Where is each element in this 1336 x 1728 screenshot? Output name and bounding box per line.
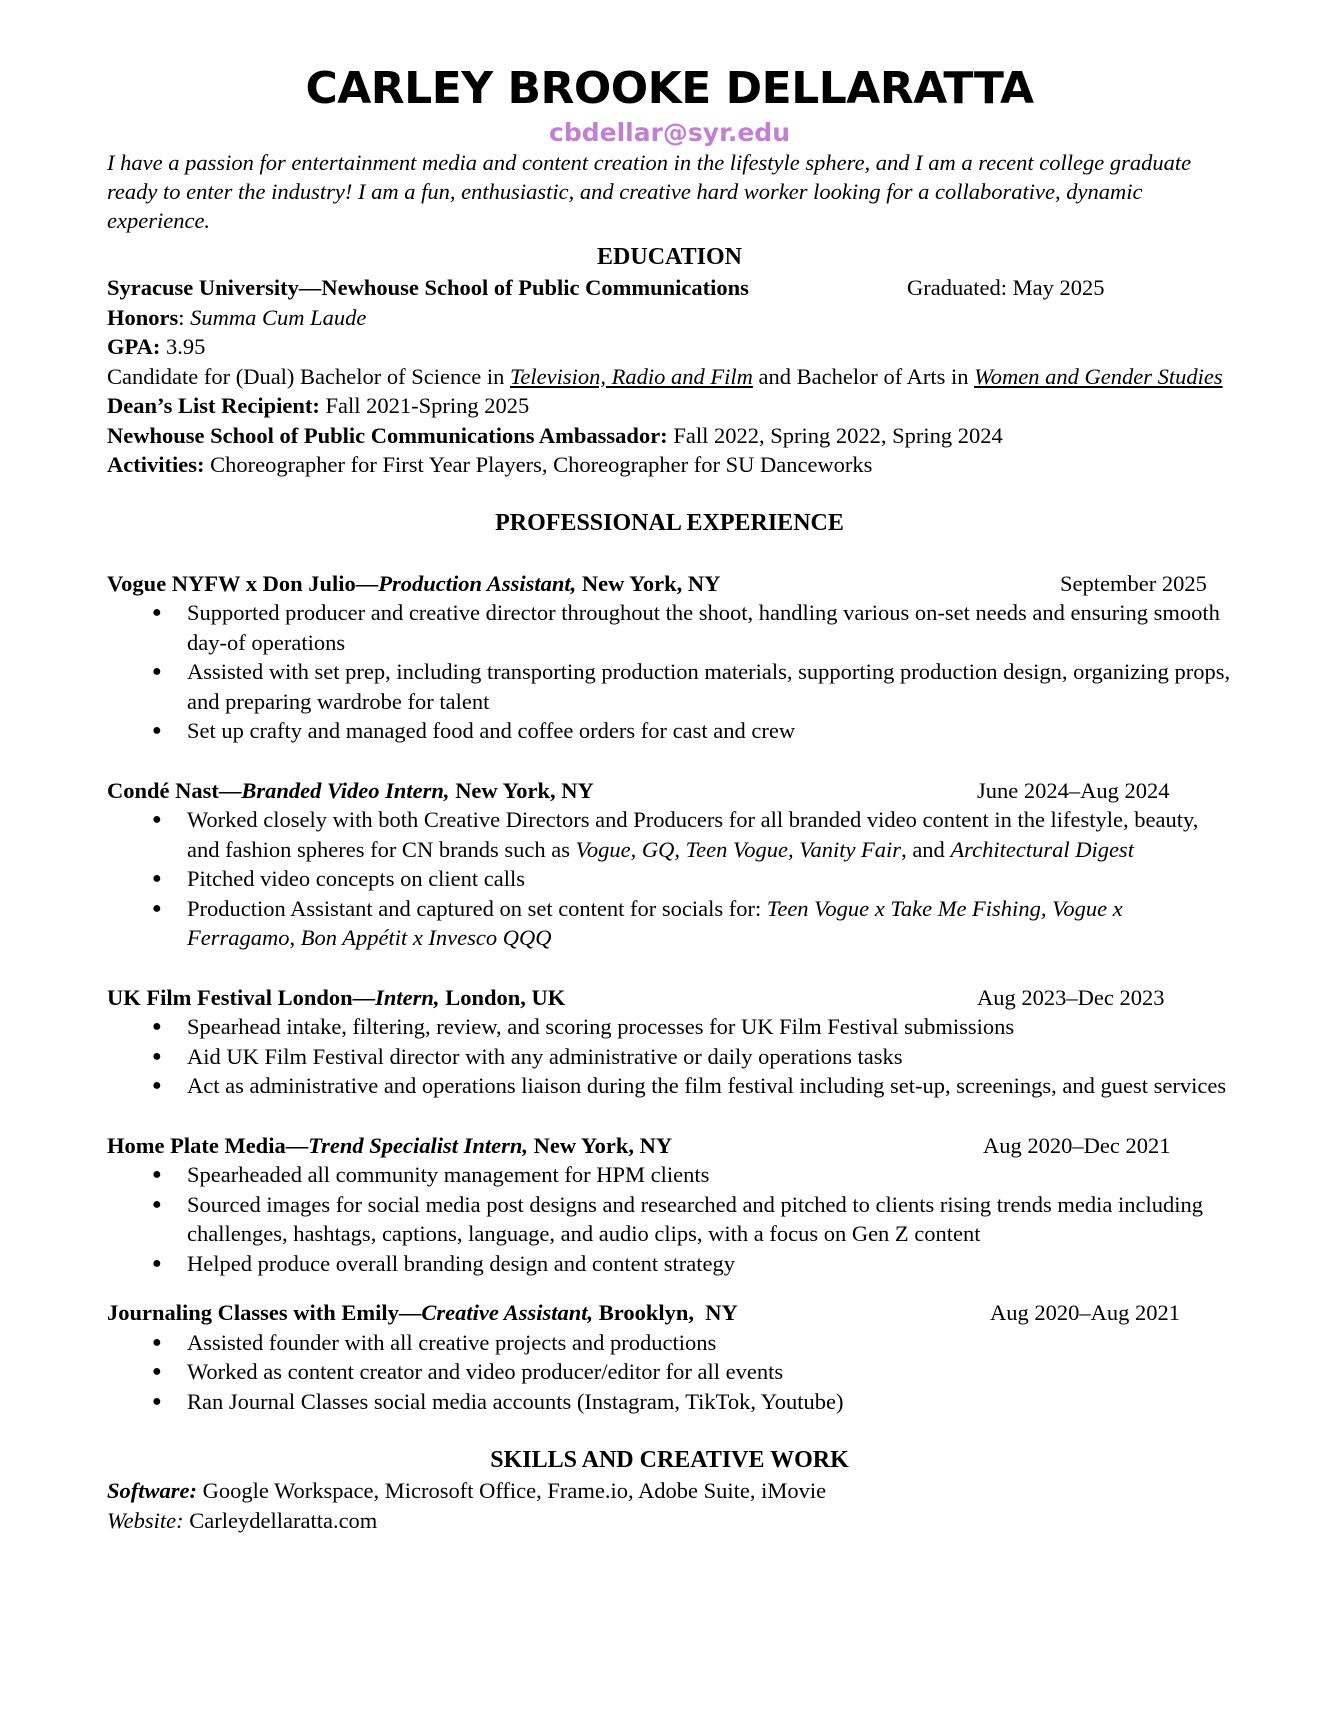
list-item [107, 1387, 1232, 1417]
resume-page [107, 60, 1232, 1535]
bullet-text: Pitched video concepts on client calls [187, 866, 526, 891]
list-item [107, 1012, 1232, 1042]
bullet-text: Act as administrative and operations liaison during the film festival including set-up, screenings, and guest services [187, 1073, 1227, 1098]
job-uk-film-header [107, 983, 1232, 1013]
bullet-text: , [289, 925, 301, 950]
list-item [107, 1042, 1232, 1072]
gpa-line [107, 332, 1232, 362]
bullet-text-brand: Architectural Digest [950, 836, 1134, 862]
ambassador-label: Newhouse School of Public Communications Ambassador: [107, 422, 668, 448]
deans-list-value: Fall 2021-Spring 2025 [319, 393, 530, 418]
bullet-text: Worked as content creator and video producer/editor for all events [187, 1359, 784, 1384]
bullet-text: Spearheaded all community management for HPM clients [187, 1162, 710, 1187]
job-home-plate-bullets [107, 1160, 1232, 1278]
list-item [107, 1160, 1232, 1190]
bullet-icon: ● [152, 663, 162, 680]
bullet-text: Spearhead intake, filtering, review, and scoring processes for UK Film Festival submissions [187, 1014, 1015, 1039]
honors-sep: : [178, 304, 191, 330]
job-location: London, UK [439, 984, 566, 1010]
job-date: Aug 2020–Dec 2021 [983, 1132, 1171, 1158]
list-item [107, 1190, 1232, 1249]
bullet-text: Assisted founder with all creative projects and productions [187, 1329, 717, 1355]
job-journaling-header [107, 1298, 1232, 1328]
bullet-text-campaign: Bon Appétit x Invesco QQQ [300, 925, 552, 950]
bullet-text: Worked closely with both Creative Directors and Producers for all branded video content in the lifestyle, beauty, and fashion spheres for CN brands such as [187, 807, 1199, 862]
software-line [107, 1476, 1232, 1506]
job-role: Production Assistant, [378, 570, 577, 596]
honors-label: Honors [107, 304, 179, 330]
summary-text: I have a passion for entertainment media and content creation in the lifestyle sphere, and I am a recent college graduate ready to enter the industry! I am a fun, enthusiastic, and creative hard worker looking for a collaborative, dynamic experience. [107, 150, 1192, 233]
honors-value: Summa Cum Laude [190, 304, 367, 330]
job-location: New York, NY [576, 570, 721, 596]
gpa-label: GPA: [107, 334, 161, 359]
bullet-icon: ● [152, 1077, 162, 1094]
activities-value: Choreographer for First Year Players, Choreographer for SU Danceworks [204, 452, 873, 477]
job-org: UK Film Festival London— [107, 984, 376, 1010]
bullet-icon: ● [152, 1047, 162, 1065]
bullet-icon: ● [152, 1363, 162, 1380]
email-link[interactable]: cbdellar@syr.edu [549, 118, 790, 147]
software-label: Software: [107, 1478, 197, 1503]
bullet-text: Sourced images for social media post designs and researched and pitched to clients rising trends media including challenges, hashtags, captions, language, and audio clips, with a focus on Gen Z content [187, 1191, 1203, 1246]
job-vogue-bullets [107, 598, 1232, 746]
bullet-icon: ● [152, 870, 162, 887]
job-conde-nast-header [107, 776, 1232, 806]
list-item [107, 1249, 1232, 1279]
job-role: Intern, [375, 984, 440, 1010]
job-org: Home Plate Media— [107, 1132, 309, 1158]
job-date: Aug 2020–Aug 2021 [990, 1300, 1180, 1325]
job-date: June 2024–Aug 2024 [977, 777, 1170, 803]
school-row [107, 273, 1232, 303]
ambassador-line [107, 421, 1232, 451]
job-org: Vogue NYFW x Don Julio— [107, 570, 379, 596]
list-item [107, 864, 1232, 894]
activities-line [107, 450, 1232, 480]
graduation-date: Graduated: May 2025 [907, 275, 1105, 300]
list-item [107, 805, 1232, 864]
job-location: New York, NY [528, 1132, 673, 1158]
bullet-icon: ● [152, 1254, 162, 1272]
list-item [107, 894, 1232, 953]
school-name: Syracuse University—Newhouse School of Public Communications [107, 275, 749, 300]
job-location: Brooklyn, NY [593, 1300, 738, 1325]
bullet-text: Production Assistant and captured on set content for socials for: [187, 895, 767, 921]
degree-line [107, 362, 1232, 392]
bullet-text: Assisted with set prep, including transporting production materials, supporting production design, organizing props, and preparing wardrobe for talent [187, 659, 1231, 714]
list-item [107, 1328, 1232, 1358]
deans-list-line [107, 391, 1232, 421]
job-role: Trend Specialist Intern, [308, 1132, 529, 1158]
job-role: Branded Video Intern, [241, 777, 450, 803]
job-journaling-bullets [107, 1328, 1232, 1417]
job-date: Aug 2023–Dec 2023 [977, 984, 1165, 1010]
degree-mid: and Bachelor of Arts in [752, 363, 975, 389]
bullet-text: , and [901, 836, 951, 862]
website-line [107, 1506, 1232, 1536]
candidate-name: CARLEY BROOKE DELLARATTA [305, 63, 1034, 114]
bullet-text: Ran Journal Classes social media accounts (Instagram, TikTok, Youtube) [187, 1388, 844, 1414]
job-org: Condé Nast— [107, 777, 242, 803]
list-item [107, 1357, 1232, 1387]
degree-prefix: Candidate for (Dual) Bachelor of Science in [107, 363, 510, 389]
job-home-plate-header [107, 1131, 1232, 1161]
deans-list-label: Dean’s List Recipient: [107, 393, 320, 418]
experience-heading: PROFESSIONAL EXPERIENCE [495, 509, 844, 536]
bullet-text: Set up crafty and managed food and coffee orders for cast and crew [187, 718, 796, 743]
job-date: September 2025 [1060, 570, 1207, 596]
bullet-icon: ● [152, 899, 162, 917]
bullet-icon: ● [152, 604, 162, 621]
list-item [107, 1071, 1232, 1101]
website-link[interactable]: Carleydellaratta.com [183, 1507, 378, 1533]
ambassador-value: Fall 2022, Spring 2022, Spring 2024 [667, 422, 1003, 448]
job-org: Journaling Classes with Emily— [107, 1300, 422, 1325]
activities-label: Activities: [107, 452, 205, 477]
gpa-value: 3.95 [160, 334, 206, 359]
education-heading: EDUCATION [597, 244, 742, 270]
list-item [107, 657, 1232, 716]
website-label: Website: [107, 1507, 184, 1533]
bullet-icon: ● [152, 1018, 162, 1035]
job-role: Creative Assistant, [421, 1300, 594, 1325]
bullet-text: Helped produce overall branding design and content strategy [187, 1250, 735, 1276]
bullet-icon: ● [152, 1333, 162, 1351]
degree-major-1: Television, Radio and Film [509, 363, 753, 389]
bullet-text-campaigns: Teen Vogue x Take Me Fishing, Vogue x Ferragamo [187, 895, 1123, 950]
bullet-text-brands: Vogue, GQ, Teen Vogue, Vanity Fair [575, 836, 902, 862]
bullet-icon: ● [152, 1166, 162, 1183]
bullet-text: Supported producer and creative director throughout the shoot, handling various on-set needs and ensuring smooth day-of operations [187, 600, 1220, 655]
bullet-icon: ● [152, 1392, 162, 1410]
job-vogue-header [107, 569, 1232, 599]
honors-line [107, 303, 1232, 333]
bullet-icon: ● [152, 1195, 162, 1213]
list-item [107, 598, 1232, 657]
software-value: Google Workspace, Microsoft Office, Frame.io, Adobe Suite, iMovie [197, 1478, 827, 1503]
job-conde-nast-bullets [107, 805, 1232, 953]
job-location: New York, NY [449, 777, 594, 803]
skills-heading: SKILLS AND CREATIVE WORK [490, 1447, 849, 1473]
bullet-text: Aid UK Film Festival director with any administrative or daily operations tasks [187, 1043, 903, 1069]
list-item [107, 716, 1232, 746]
job-uk-film-bullets [107, 1012, 1232, 1101]
bullet-icon: ● [152, 722, 162, 739]
degree-major-2: Women and Gender Studies [974, 363, 1223, 389]
bullet-icon: ● [152, 811, 162, 828]
